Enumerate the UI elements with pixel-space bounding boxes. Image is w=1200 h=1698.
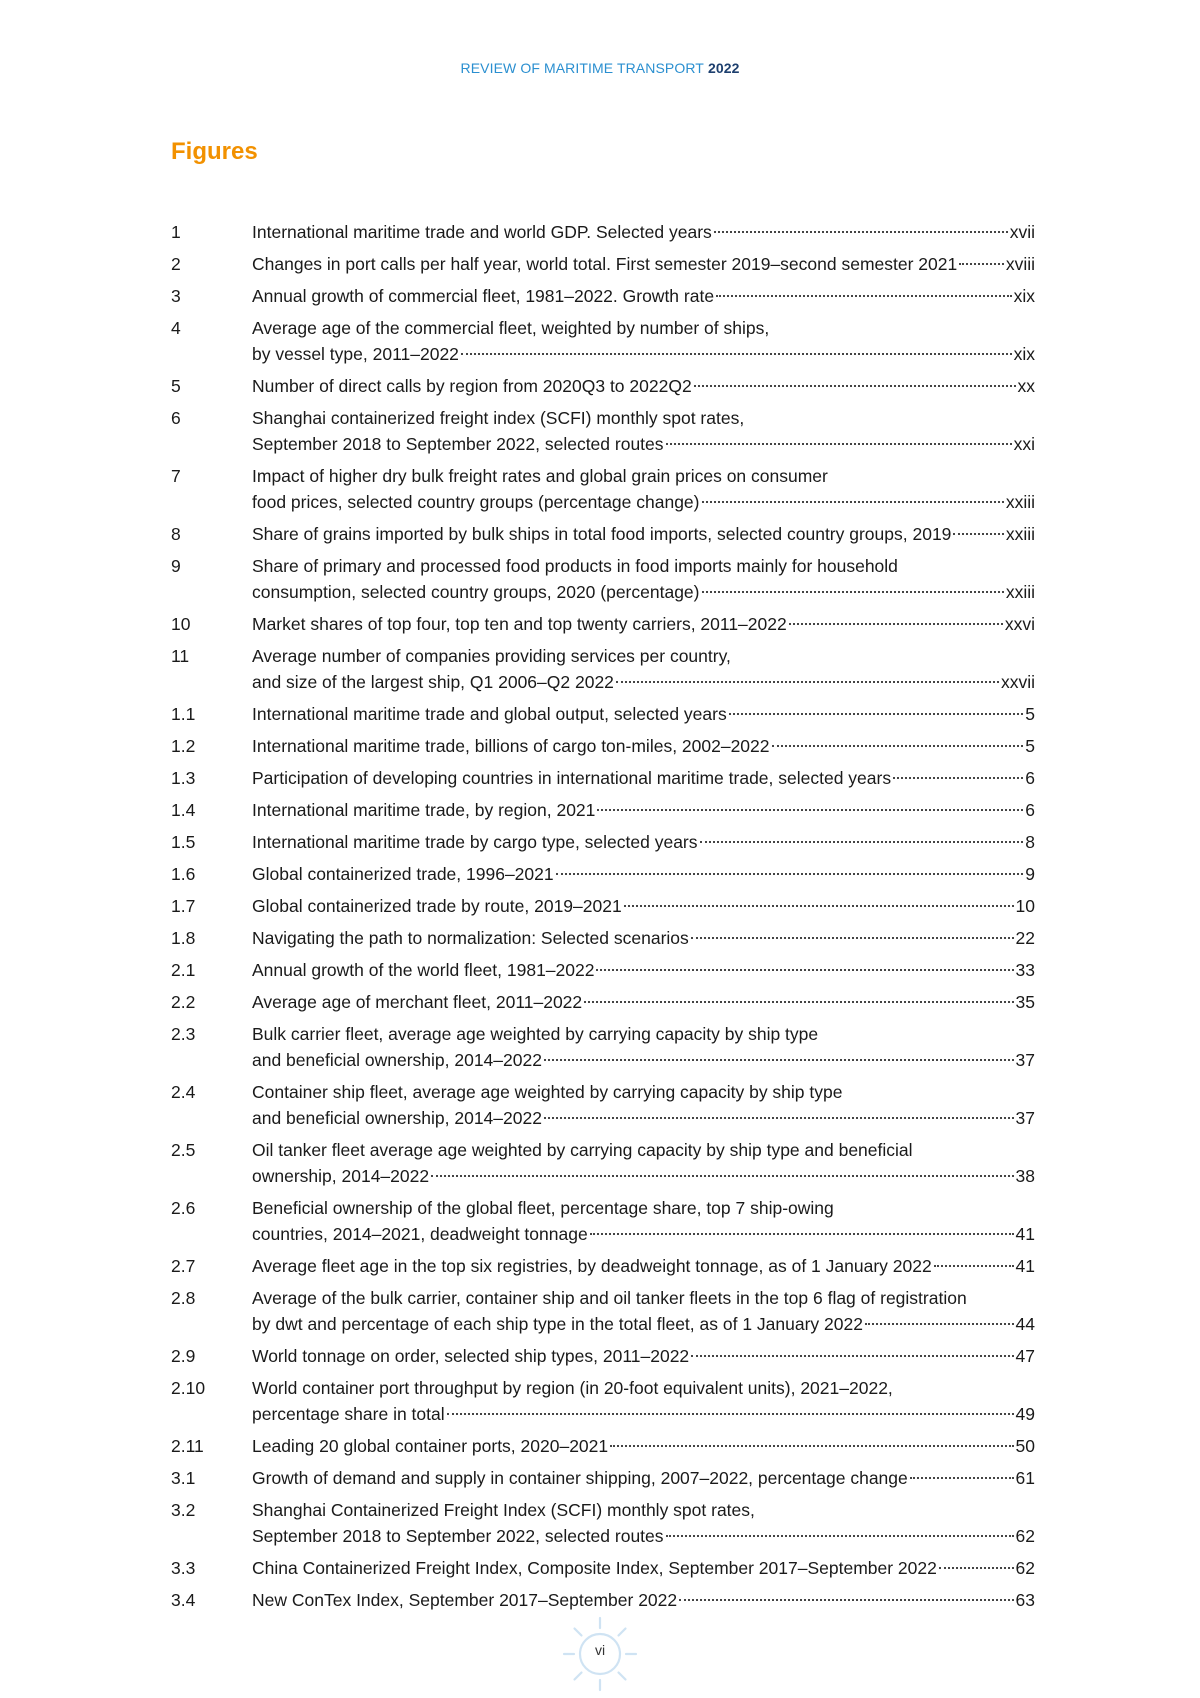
figure-entry[interactable] bbox=[171, 701, 1035, 727]
figure-entry[interactable] bbox=[171, 1555, 1035, 1581]
dot-leader bbox=[772, 745, 1024, 747]
figure-title-line: Shanghai Containerized Freight Index (SCFI) monthly spot rates, bbox=[252, 1500, 755, 1520]
figure-title-last-line bbox=[252, 373, 1035, 399]
figure-title-last-line bbox=[252, 1105, 1035, 1131]
figure-entry-body bbox=[252, 989, 1035, 1015]
page-reference[interactable]: 49 bbox=[1015, 1404, 1035, 1424]
figure-title-last-line bbox=[252, 1163, 1035, 1189]
figure-entry[interactable] bbox=[171, 315, 1035, 367]
figure-number: 9 bbox=[171, 556, 181, 576]
figure-entry-body bbox=[252, 1433, 1035, 1459]
figure-entry[interactable] bbox=[171, 1079, 1035, 1131]
figure-title-last-line bbox=[252, 925, 1035, 951]
figure-title-line: China Containerized Freight Index, Composite Index, September 2017–September 2022 bbox=[252, 1558, 937, 1578]
figure-title-line: International maritime trade by cargo type, selected years bbox=[252, 832, 698, 852]
figure-title-line: Participation of developing countries in international maritime trade, selected years bbox=[252, 768, 892, 788]
dot-leader bbox=[679, 1599, 1013, 1601]
figure-number: 4 bbox=[171, 318, 181, 338]
page-reference[interactable]: 41 bbox=[1015, 1224, 1035, 1244]
figure-title-line: consumption, selected country groups, 2020 (percentage) bbox=[252, 582, 700, 602]
figure-entry[interactable] bbox=[171, 1465, 1035, 1491]
figure-number: 1.2 bbox=[171, 736, 196, 756]
figure-number: 10 bbox=[171, 614, 191, 634]
figure-title-line: September 2018 to September 2022, selected routes bbox=[252, 434, 664, 454]
figure-entry-body bbox=[252, 315, 1035, 367]
figure-entry-body bbox=[252, 765, 1035, 791]
figure-entry-body bbox=[252, 1497, 1035, 1549]
dot-leader bbox=[959, 263, 1004, 265]
figure-entry[interactable] bbox=[171, 957, 1035, 983]
page-number: vi bbox=[594, 1642, 606, 1658]
page-reference[interactable]: 61 bbox=[1015, 1468, 1035, 1488]
figure-title-line: Container ship fleet, average age weighted by carrying capacity by ship type bbox=[252, 1082, 843, 1102]
figure-title-line: Oil tanker fleet average age weighted by carrying capacity by ship type and beneficial bbox=[252, 1140, 913, 1160]
figure-title-line: International maritime trade and global output, selected years bbox=[252, 704, 727, 724]
page-reference[interactable]: 38 bbox=[1015, 1166, 1035, 1186]
figure-number: 1.5 bbox=[171, 832, 196, 852]
figure-entry[interactable] bbox=[171, 463, 1035, 515]
dot-leader bbox=[556, 873, 1024, 875]
dot-leader bbox=[691, 937, 1014, 939]
page-reference[interactable]: xxiii bbox=[1005, 582, 1035, 602]
figure-title-last-line bbox=[252, 1221, 1035, 1247]
figure-title-line: Changes in port calls per half year, world total. First semester 2019–second semester 2021 bbox=[252, 254, 958, 274]
figure-entry-body bbox=[252, 733, 1035, 759]
figure-entry[interactable] bbox=[171, 611, 1035, 637]
figure-title-last-line bbox=[252, 489, 1035, 515]
dot-leader bbox=[702, 591, 1004, 593]
figure-title-last-line bbox=[252, 341, 1035, 367]
figure-entry-body bbox=[252, 373, 1035, 399]
figure-title-last-line bbox=[252, 733, 1035, 759]
figure-title-line: and size of the largest ship, Q1 2006–Q2 2022 bbox=[252, 672, 614, 692]
dot-leader bbox=[910, 1477, 1014, 1479]
figure-title-last-line bbox=[252, 829, 1035, 855]
dot-leader bbox=[691, 1355, 1013, 1357]
figure-title-last-line bbox=[252, 579, 1035, 605]
figure-title-line: Annual growth of the world fleet, 1981–2022 bbox=[252, 960, 595, 980]
figure-entry-body bbox=[252, 1343, 1035, 1369]
figure-entry-body bbox=[252, 701, 1035, 727]
dot-leader bbox=[865, 1323, 1014, 1325]
figure-entry[interactable] bbox=[171, 1137, 1035, 1189]
figure-entry-body bbox=[252, 1195, 1035, 1247]
figure-entry-body bbox=[252, 797, 1035, 823]
figure-title-last-line bbox=[252, 1587, 1035, 1613]
figure-entry[interactable] bbox=[171, 1497, 1035, 1549]
figures-list bbox=[171, 219, 1035, 1619]
figure-entry-body bbox=[252, 1253, 1035, 1279]
figure-title-line: Average of the bulk carrier, container ship and oil tanker fleets in the top 6 flag of registration bbox=[252, 1288, 967, 1308]
dot-leader bbox=[716, 295, 1012, 297]
figure-title-line: World tonnage on order, selected ship types, 2011–2022 bbox=[252, 1346, 690, 1366]
dot-leader bbox=[694, 385, 1016, 387]
page-reference[interactable]: 8 bbox=[1025, 832, 1035, 852]
figure-title-line: Beneficial ownership of the global fleet, percentage share, top 7 ship-owing bbox=[252, 1198, 834, 1218]
figure-entry[interactable] bbox=[171, 373, 1035, 399]
figure-entry[interactable] bbox=[171, 925, 1035, 951]
dot-leader bbox=[953, 533, 1003, 535]
figure-title-last-line bbox=[252, 431, 1035, 457]
page-reference[interactable]: xxvi bbox=[1004, 614, 1035, 634]
figure-title-line: Average fleet age in the top six registries, by deadweight tonnage, as of 1 January 2022 bbox=[252, 1256, 932, 1276]
figure-number: 2 bbox=[171, 254, 181, 274]
figure-number: 1.7 bbox=[171, 896, 196, 916]
figure-title-line: and beneficial ownership, 2014–2022 bbox=[252, 1050, 542, 1070]
figure-title-last-line bbox=[252, 1433, 1035, 1459]
figure-title-line: Growth of demand and supply in container shipping, 2007–2022, percentage change bbox=[252, 1468, 908, 1488]
figure-entry-body bbox=[252, 1021, 1035, 1073]
dot-leader bbox=[666, 443, 1012, 445]
page-reference[interactable]: xix bbox=[1013, 286, 1035, 306]
figure-number: 2.11 bbox=[171, 1436, 204, 1456]
dot-leader bbox=[544, 1117, 1014, 1119]
figure-title-line: Leading 20 global container ports, 2020–2021 bbox=[252, 1436, 609, 1456]
figure-title-line: ownership, 2014–2022 bbox=[252, 1166, 430, 1186]
figure-entry[interactable] bbox=[171, 1195, 1035, 1247]
page-reference[interactable]: xviii bbox=[1005, 254, 1035, 274]
dot-leader bbox=[616, 681, 999, 683]
figure-entry[interactable] bbox=[171, 1253, 1035, 1279]
dot-leader bbox=[431, 1175, 1013, 1177]
page-reference[interactable]: 33 bbox=[1015, 960, 1035, 980]
figure-title-last-line bbox=[252, 283, 1035, 309]
page-reference[interactable]: xxiii bbox=[1005, 492, 1035, 512]
figure-title-last-line bbox=[252, 1311, 1035, 1337]
dot-leader bbox=[700, 841, 1024, 843]
figure-title-line: Market shares of top four, top ten and top twenty carriers, 2011–2022 bbox=[252, 614, 787, 634]
figure-title-line: Number of direct calls by region from 2020Q3 to 2022Q2 bbox=[252, 376, 692, 396]
figure-title-last-line bbox=[252, 611, 1035, 637]
figure-entry-body bbox=[252, 893, 1035, 919]
figure-title-line: countries, 2014–2021, deadweight tonnage bbox=[252, 1224, 588, 1244]
figure-entry-body bbox=[252, 1137, 1035, 1189]
figure-entry[interactable] bbox=[171, 1021, 1035, 1073]
figure-number: 2.3 bbox=[171, 1024, 196, 1044]
dot-leader bbox=[789, 623, 1003, 625]
figure-number: 2.9 bbox=[171, 1346, 196, 1366]
figure-number: 3.1 bbox=[171, 1468, 196, 1488]
figure-title-line: and beneficial ownership, 2014–2022 bbox=[252, 1108, 542, 1128]
figure-title-last-line bbox=[252, 1253, 1035, 1279]
figure-entry[interactable] bbox=[171, 861, 1035, 887]
figure-entry-body bbox=[252, 251, 1035, 277]
page-reference[interactable]: xvii bbox=[1009, 222, 1035, 242]
page-reference[interactable]: 22 bbox=[1015, 928, 1035, 948]
figure-number: 2.5 bbox=[171, 1140, 196, 1160]
dot-leader bbox=[610, 1445, 1013, 1447]
figure-title-line: by dwt and percentage of each ship type in the total fleet, as of 1 January 2022 bbox=[252, 1314, 863, 1334]
page-reference[interactable]: 62 bbox=[1015, 1558, 1035, 1578]
dot-leader bbox=[461, 353, 1012, 355]
dot-leader bbox=[729, 713, 1024, 715]
figure-entry-body bbox=[252, 957, 1035, 983]
page-reference[interactable]: 62 bbox=[1015, 1526, 1035, 1546]
figure-number: 1.6 bbox=[171, 864, 196, 884]
page-reference[interactable]: xxi bbox=[1013, 434, 1035, 454]
figure-title-last-line bbox=[252, 1343, 1035, 1369]
figure-entry[interactable] bbox=[171, 1587, 1035, 1613]
figure-entry-body bbox=[252, 283, 1035, 309]
dot-leader bbox=[702, 501, 1004, 503]
figure-title-line: Navigating the path to normalization: Selected scenarios bbox=[252, 928, 689, 948]
figure-title-last-line bbox=[252, 893, 1035, 919]
figure-entry[interactable] bbox=[171, 1285, 1035, 1337]
figure-entry[interactable] bbox=[171, 643, 1035, 695]
figure-entry-body bbox=[252, 1587, 1035, 1613]
figure-number: 8 bbox=[171, 524, 181, 544]
figure-number: 3.2 bbox=[171, 1500, 196, 1520]
figure-number: 2.2 bbox=[171, 992, 196, 1012]
figure-title-line: Annual growth of commercial fleet, 1981–2022. Growth rate bbox=[252, 286, 715, 306]
figure-entry-body bbox=[252, 1555, 1035, 1581]
figure-title-last-line bbox=[252, 1465, 1035, 1491]
page-reference[interactable]: 37 bbox=[1015, 1108, 1035, 1128]
page-reference[interactable]: 63 bbox=[1015, 1590, 1035, 1610]
figure-number: 11 bbox=[171, 646, 190, 666]
figure-title-line: International maritime trade and world GDP. Selected years bbox=[252, 222, 712, 242]
running-header-year: 2022 bbox=[707, 60, 740, 76]
figure-entry[interactable] bbox=[171, 251, 1035, 277]
figure-number: 2.6 bbox=[171, 1198, 196, 1218]
section-title: Figures bbox=[171, 138, 258, 165]
page-reference[interactable]: 50 bbox=[1015, 1436, 1035, 1456]
figure-entry-body bbox=[252, 1079, 1035, 1131]
figure-title-line: September 2018 to September 2022, selected routes bbox=[252, 1526, 664, 1546]
figure-entry-body bbox=[252, 1285, 1035, 1337]
figure-title-line: percentage share in total bbox=[252, 1404, 445, 1424]
figure-entry-body bbox=[252, 553, 1035, 605]
figure-title-line: Average number of companies providing services per country, bbox=[252, 646, 731, 666]
figure-title-last-line bbox=[252, 989, 1035, 1015]
page-reference[interactable]: 10 bbox=[1015, 896, 1035, 916]
figure-title-last-line bbox=[252, 521, 1035, 547]
figure-title-line: food prices, selected country groups (percentage change) bbox=[252, 492, 700, 512]
figure-entry-body bbox=[252, 405, 1035, 457]
page-reference[interactable]: 35 bbox=[1015, 992, 1035, 1012]
figure-title-line: by vessel type, 2011–2022 bbox=[252, 344, 459, 364]
dot-leader bbox=[934, 1265, 1014, 1267]
figure-title-line: Share of grains imported by bulk ships in total food imports, selected country groups, 2019 bbox=[252, 524, 952, 544]
figure-title-line: New ConTex Index, September 2017–September 2022 bbox=[252, 1590, 678, 1610]
figure-title-line: Share of primary and processed food products in food imports mainly for household bbox=[252, 556, 898, 576]
dot-leader bbox=[939, 1567, 1014, 1569]
figure-entry[interactable] bbox=[171, 1343, 1035, 1369]
figure-number: 1 bbox=[171, 222, 181, 242]
figure-title-last-line bbox=[252, 861, 1035, 887]
figure-entry-body bbox=[252, 925, 1035, 951]
dot-leader bbox=[666, 1535, 1014, 1537]
dot-leader bbox=[544, 1059, 1014, 1061]
page-reference[interactable]: 5 bbox=[1025, 736, 1035, 756]
figure-number: 6 bbox=[171, 408, 181, 428]
page-reference[interactable]: 6 bbox=[1025, 800, 1035, 820]
dot-leader bbox=[447, 1413, 1014, 1415]
figure-entry-body bbox=[252, 611, 1035, 637]
figure-number: 7 bbox=[171, 466, 181, 486]
figure-entry[interactable] bbox=[171, 797, 1035, 823]
page-reference[interactable]: 41 bbox=[1015, 1256, 1035, 1276]
running-header-title: REVIEW OF MARITIME TRANSPORT bbox=[460, 60, 704, 76]
figure-title-last-line bbox=[252, 1401, 1035, 1427]
dot-leader bbox=[590, 1233, 1014, 1235]
figure-title-line: Global containerized trade by route, 2019–2021 bbox=[252, 896, 622, 916]
figure-entry[interactable] bbox=[171, 219, 1035, 245]
figure-title-last-line bbox=[252, 701, 1035, 727]
dot-leader bbox=[624, 905, 1014, 907]
figure-entry[interactable] bbox=[171, 1375, 1035, 1427]
running-header bbox=[0, 60, 1200, 76]
figure-entry-body bbox=[252, 1375, 1035, 1427]
page-reference[interactable]: 9 bbox=[1025, 864, 1035, 884]
dot-leader bbox=[596, 969, 1013, 971]
figure-title-line: Average age of merchant fleet, 2011–2022 bbox=[252, 992, 583, 1012]
dot-leader bbox=[584, 1001, 1013, 1003]
page-reference[interactable]: 44 bbox=[1015, 1314, 1035, 1334]
page-reference[interactable]: xxiii bbox=[1005, 524, 1035, 544]
figure-entry[interactable] bbox=[171, 765, 1035, 791]
figure-entry-body bbox=[252, 829, 1035, 855]
figure-number: 2.1 bbox=[171, 960, 196, 980]
figure-title-line: Impact of higher dry bulk freight rates and global grain prices on consumer bbox=[252, 466, 828, 486]
figure-title-last-line bbox=[252, 1555, 1035, 1581]
figure-entry-body bbox=[252, 463, 1035, 515]
page-reference[interactable]: 47 bbox=[1015, 1346, 1035, 1366]
dot-leader bbox=[714, 231, 1008, 233]
figure-entry[interactable] bbox=[171, 553, 1035, 605]
figure-title-last-line bbox=[252, 669, 1035, 695]
figure-title-line: International maritime trade, by region, 2021 bbox=[252, 800, 596, 820]
figure-entry[interactable] bbox=[171, 829, 1035, 855]
figure-number: 3.4 bbox=[171, 1590, 196, 1610]
page-reference[interactable]: 6 bbox=[1025, 768, 1035, 788]
figure-number: 2.7 bbox=[171, 1256, 196, 1276]
figure-number: 2.8 bbox=[171, 1288, 196, 1308]
figure-title-last-line bbox=[252, 251, 1035, 277]
figure-title-line: International maritime trade, billions of cargo ton-miles, 2002–2022 bbox=[252, 736, 770, 756]
page-reference[interactable]: xx bbox=[1017, 376, 1035, 396]
figure-number: 3 bbox=[171, 286, 181, 306]
figure-number: 3.3 bbox=[171, 1558, 196, 1578]
figure-number: 1.8 bbox=[171, 928, 196, 948]
figure-entry-body bbox=[252, 643, 1035, 695]
figure-entry[interactable] bbox=[171, 405, 1035, 457]
figure-title-line: Shanghai containerized freight index (SCFI) monthly spot rates, bbox=[252, 408, 745, 428]
page-reference[interactable]: 5 bbox=[1025, 704, 1035, 724]
figure-title-line: Bulk carrier fleet, average age weighted by carrying capacity by ship type bbox=[252, 1024, 819, 1044]
figure-entry[interactable] bbox=[171, 893, 1035, 919]
figure-entry-body bbox=[252, 521, 1035, 547]
figure-title-last-line bbox=[252, 797, 1035, 823]
figure-entry[interactable] bbox=[171, 283, 1035, 309]
figure-title-line: Average age of the commercial fleet, weighted by number of ships, bbox=[252, 318, 770, 338]
figure-title-last-line bbox=[252, 1047, 1035, 1073]
figure-entry[interactable] bbox=[171, 989, 1035, 1015]
figure-title-last-line bbox=[252, 765, 1035, 791]
figure-entry-body bbox=[252, 1465, 1035, 1491]
figure-number: 1.4 bbox=[171, 800, 196, 820]
page-footer bbox=[560, 1614, 640, 1694]
figure-number: 1.3 bbox=[171, 768, 196, 788]
figure-title-last-line bbox=[252, 219, 1035, 245]
figure-title-line: Global containerized trade, 1996–2021 bbox=[252, 864, 554, 884]
figure-entry[interactable] bbox=[171, 733, 1035, 759]
figure-entry[interactable] bbox=[171, 1433, 1035, 1459]
figure-entry[interactable] bbox=[171, 521, 1035, 547]
figure-title-last-line bbox=[252, 1523, 1035, 1549]
figure-title-last-line bbox=[252, 957, 1035, 983]
dot-leader bbox=[893, 777, 1023, 779]
figure-number: 2.10 bbox=[171, 1378, 206, 1398]
figure-number: 2.4 bbox=[171, 1082, 196, 1102]
page-reference[interactable]: 37 bbox=[1015, 1050, 1035, 1070]
figure-entry-body bbox=[252, 861, 1035, 887]
page-reference[interactable]: xix bbox=[1013, 344, 1035, 364]
figure-title-line: World container port throughput by region (in 20-foot equivalent units), 2021–2022, bbox=[252, 1378, 893, 1398]
figure-number: 5 bbox=[171, 376, 181, 396]
page-reference[interactable]: xxvii bbox=[1000, 672, 1035, 692]
figure-number: 1.1 bbox=[171, 704, 196, 724]
dot-leader bbox=[597, 809, 1023, 811]
figure-entry-body bbox=[252, 219, 1035, 245]
